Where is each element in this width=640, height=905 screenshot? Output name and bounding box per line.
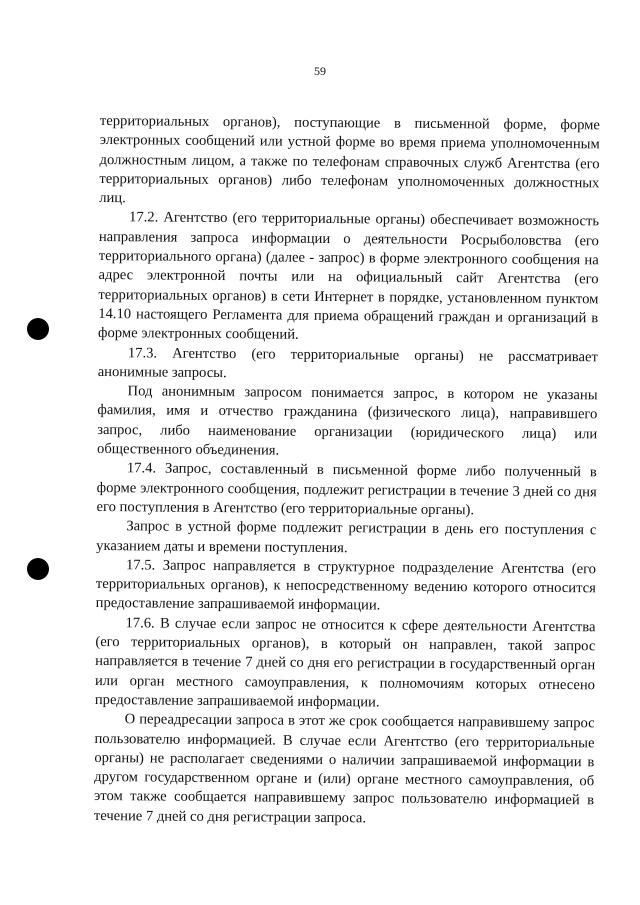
page-number: 59 <box>314 64 326 78</box>
paragraph-anonymous-definition: Под анонимным запросом понимается запрос, в котором не указаны фамилия, имя и отчество гражданина (физического лица), направившего запрос, либо наименование организации (юридического лица) или общественного объединения. <box>96 383 598 459</box>
document-body <box>94 112 600 830</box>
paragraph-oral-request: Запрос в устной форме подлежит регистрации в день его поступления с указанием даты и времени поступления. <box>96 518 597 556</box>
punch-hole <box>27 558 49 580</box>
paragraph-17-5: 17.5. Запрос направляется в структурное подразделение Агентства (его территориальных органов), к непосредственному ведению которого относится предоставление запрашиваемой информации. <box>95 557 597 614</box>
paragraph-readdressing: О переадресации запроса в этот же срок сообщается направившему запрос пользователю информацией. В случае если Агентство (его территориальные органы) не располагает сведениями о наличии запрашиваемой информации в другом государственном органе и (или) органе местного самоуправления, об этом также сообщается направившему запрос пользователю информацией в течение 7 дней со дня регистрации запроса. <box>93 711 595 827</box>
paragraph-continuation: территориальных органов), поступающие в письменной форме, форме электронных сообщений или устной форме во время приема уполномоченным должностным лицом, а также по телефонам справочных служб Агентства (его территориальных органов) либо телефонам уполномоченных должностных лиц. <box>99 112 600 207</box>
paragraph-17-4: 17.4. Запрос, составленный в письменной форме либо полученный в форме электронного сообщения, подлежит регистрации в течение 3 дней со дня его поступления в Агентство (его территориальные органы). <box>96 460 597 519</box>
punch-hole <box>27 318 49 340</box>
paragraph-17-6: 17.6. В случае если запрос не относится к сфере деятельности Агентства (его территориальных органов), в который он направлен, такой запрос направляется в течение 7 дней со дня его регистрации в государственный орган или орган местного самоуправления, к полномочиям которых отнесено предоставление запрашиваемой информации. <box>94 614 596 711</box>
paragraph-17-2: 17.2. Агентство (его территориальные органы) обеспечивает возможность направления запроса информации о деятельности Росрыболовства (его территориального органа) (далее - запрос) в форме электронного сообщения на адрес электронной почты или на официальный сайт Агентства (его территориальных органов) в сети Интернет в порядке, установленном пунктом 14.10 настоящего Регламента для приема обращений граждан и организаций в форме электронных сообщений. <box>97 209 600 344</box>
paragraph-17-3: 17.3. Агентство (его территориальные органы) не рассматривает анонимные запросы. <box>97 344 598 381</box>
